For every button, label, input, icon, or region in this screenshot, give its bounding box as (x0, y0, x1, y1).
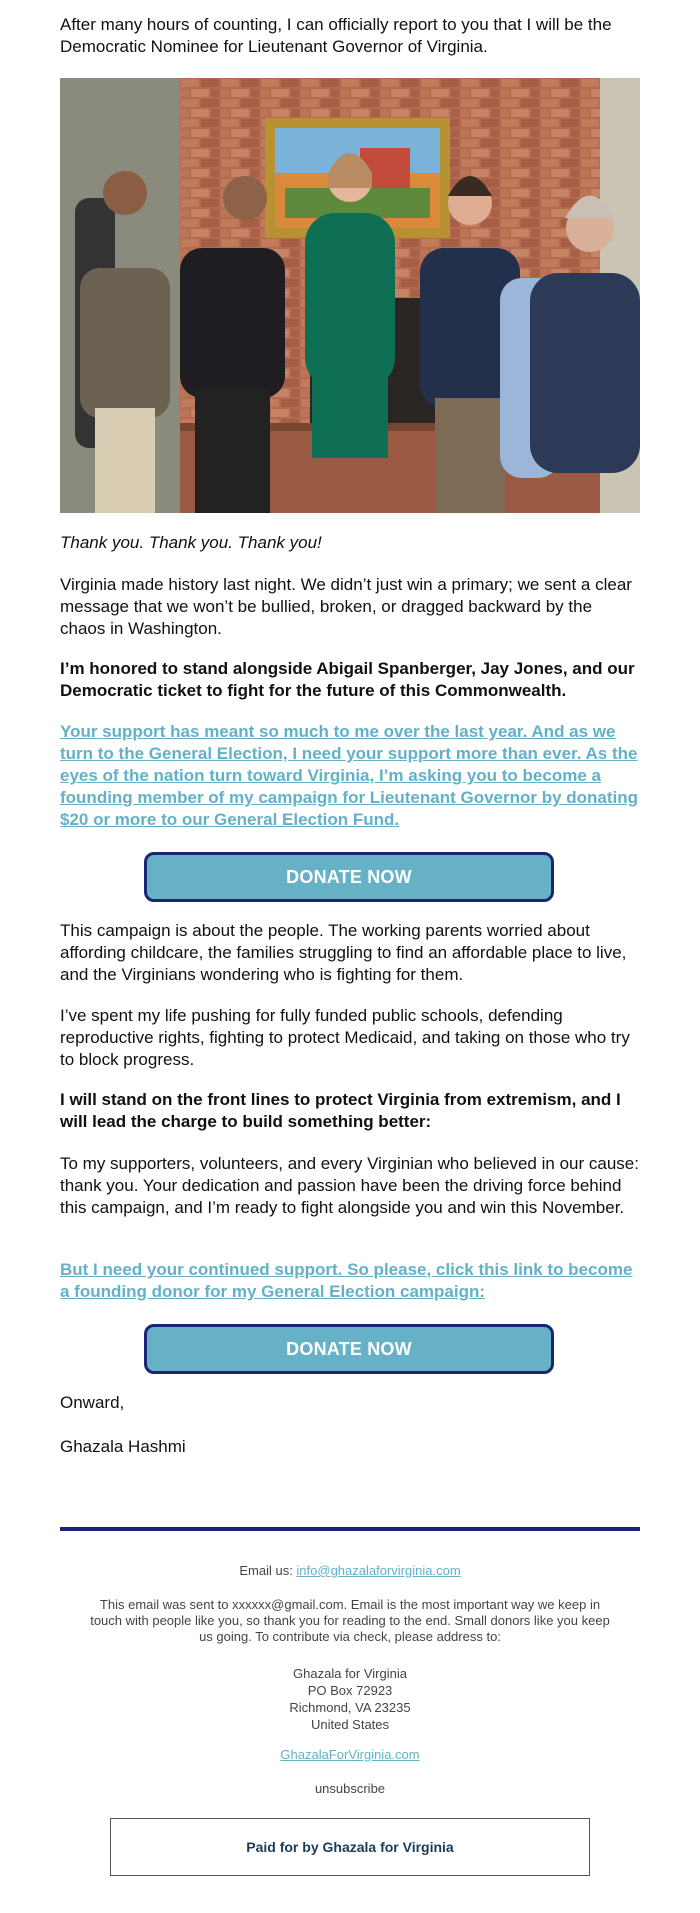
support-donate-link[interactable]: Your support has meant so much to me over the last year. And as we turn to the General Election, I need your support more than ever. As the eyes of the nation turn toward Virginia, I’m asking you to become a founding member of my campaign for Lieutenant Governor by donating $20 or more to our General Election Fund. (60, 722, 639, 829)
footer-email-line (60, 1563, 640, 1578)
supporters-paragraph: To my supporters, volunteers, and every Virginian who believed in our cause: thank you. Your dedication and passion have been the driving force behind this campaign, and I’m ready to fight alongside you and win this November. (60, 1154, 639, 1217)
website-link[interactable]: GhazalaForVirginia.com (280, 1747, 420, 1762)
address-name: Ghazala for Virginia (293, 1666, 407, 1681)
unsubscribe-link[interactable]: unsubscribe (314, 1781, 386, 1796)
life-paragraph: I’ve spent my life pushing for fully funded public schools, defending reproductive rights, fighting to protect Medicaid, and taking on those who try to block progress. (60, 1006, 630, 1069)
footer-website (60, 1747, 640, 1762)
donate-now-button-2[interactable]: DONATE NOW (144, 1324, 554, 1374)
thanks-line: Thank you. Thank you. Thank you! (60, 533, 322, 552)
signature: Ghazala Hashmi (60, 1437, 186, 1456)
footer-divider (60, 1527, 640, 1531)
address-po: PO Box 72923 (307, 1683, 393, 1698)
intro-paragraph: After many hours of counting, I can officially report to you that I will be the Democratic Nominee for Lieutenant Governor of Virginia. (60, 15, 612, 56)
victory-photo (60, 78, 640, 513)
continued-support-link[interactable]: But I need your continued support. So please, click this link to become a founding donor for my General Election campaign: (60, 1260, 633, 1301)
people-paragraph: This campaign is about the people. The working parents worried about affording childcare, the families struggling to find an affordable place to live, and the Virginians wondering who is fighting for them. (60, 921, 627, 984)
photo-illustration (60, 78, 640, 513)
paid-for-disclaimer: Paid for by Ghazala for Virginia (110, 1818, 590, 1876)
signoff: Onward, (60, 1393, 125, 1412)
footer-email-link[interactable]: info@ghazalaforvirginia.com (296, 1563, 461, 1578)
address-country: United States (310, 1717, 390, 1732)
history-paragraph: Virginia made history last night. We didn’t just win a primary; we sent a clear message that we won’t be bullied, broken, or dragged backward by the chaos in Washington. (60, 575, 632, 638)
footer-address (60, 1665, 640, 1733)
footer-email-label: Email us: (239, 1563, 297, 1578)
donate-now-button[interactable]: DONATE NOW (144, 852, 554, 902)
front-lines-paragraph: I will stand on the front lines to protect Virginia from extremism, and I will lead the charge to build something better: (60, 1090, 621, 1131)
footer-notice: This email was sent to xxxxxx@gmail.com. Email is the most important way we keep in touch with people like you, so thank you for reading to the end. Small donors like you keep us going. To contribute via check, please address to: (90, 1597, 610, 1644)
address-city: Richmond, VA 23235 (289, 1700, 411, 1715)
honored-paragraph: I’m honored to stand alongside Abigail Spanberger, Jay Jones, and our Democratic ticket to fight for the future of this Commonwealth. (60, 659, 635, 700)
